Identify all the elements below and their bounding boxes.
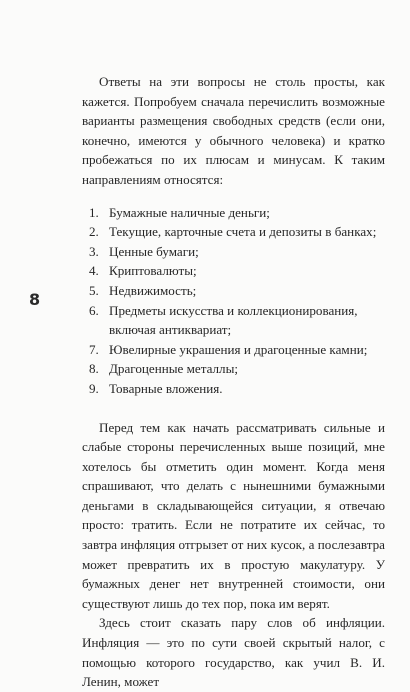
paragraph-body: Перед тем как начать рассматривать сильные и слабые стороны перечисленных выше позиций, мне хотелось бы отметить один момент. Когда меня спрашивают, что делать с нынешними бумажными деньгами в складывающейся ситуации, я отвечаю просто: тратить. Если не потратите их сейчас, то завтра инфляция отгрызет от них кусок, а послезавтра может превратить их в простую макулатуру. У бумажных денег нет внутренней стоимости, они существуют лишь до тех пор, пока им верят.	[82, 419, 385, 611]
list-item-number: 5.	[89, 282, 99, 298]
investment-options-list	[82, 203, 385, 399]
list-item	[82, 203, 385, 223]
list-item	[82, 222, 385, 242]
list-item-text: Товарные вложения.	[109, 380, 223, 396]
list-item-text: Криптовалюты;	[109, 263, 197, 279]
list-item-number: 7.	[89, 341, 99, 357]
paragraph-intro: Ответы на эти вопросы не столь просты, как кажется. Попробуем сначала перечислить возможные варианты размещения свободных средств (если они, конечно, имеются у обычного человека) и кратко пробежаться по их плюсам и минусам. К таким направлениям относятся:	[82, 74, 385, 187]
list-item-text: Бумажные наличные деньги;	[109, 204, 270, 220]
list-item-number: 2.	[89, 224, 99, 240]
list-item-number: 4.	[89, 263, 99, 279]
list-item-text: Ценные бумаги;	[109, 243, 199, 259]
list-item	[82, 340, 385, 360]
list-item	[82, 242, 385, 262]
list-item	[82, 379, 385, 399]
paragraph-inflation: Здесь стоит сказать пару слов об инфляции. Инфляция — это по сути своей скрытый налог, с помощью которого государство, как учил В. И. Ленин, может	[82, 615, 385, 690]
list-item-text: Предметы искусства и коллекционирования, включая антиквариат;	[109, 302, 358, 338]
list-item-text: Недвижимость;	[109, 282, 197, 298]
list-item-number: 3.	[89, 243, 99, 259]
list-item-number: 1.	[89, 204, 99, 220]
list-item-number: 9.	[89, 380, 99, 396]
page-number: 8	[29, 290, 41, 309]
list-item-number: 8.	[89, 361, 99, 377]
text-column	[82, 72, 385, 692]
list-item-number: 6.	[89, 302, 99, 318]
list-item	[82, 261, 385, 281]
list-item	[82, 301, 385, 340]
list-item	[82, 359, 385, 379]
list-item-text: Драгоценные металлы;	[109, 361, 239, 377]
list-item-text: Текущие, карточные счета и депозиты в банках;	[109, 224, 377, 240]
list-item-text: Ювелирные украшения и драгоценные камни;	[109, 341, 368, 357]
list-item	[82, 281, 385, 301]
